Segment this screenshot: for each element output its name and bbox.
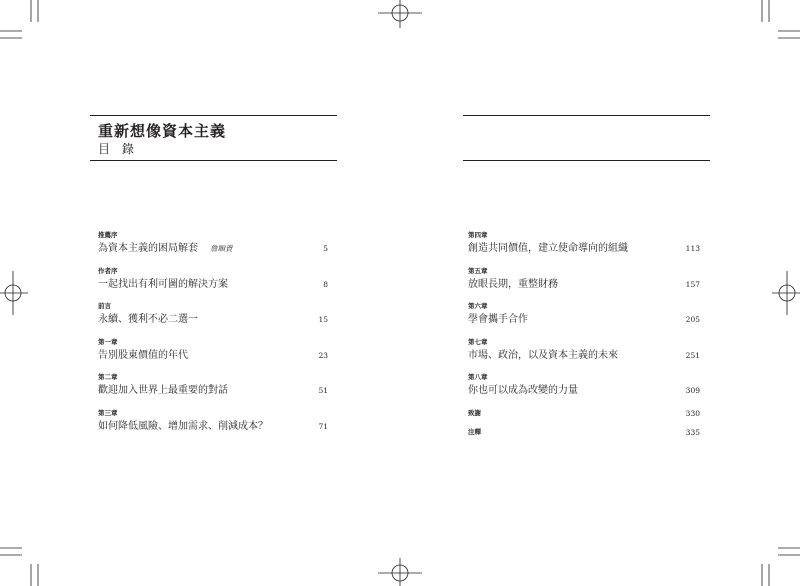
page-number: 330 — [685, 408, 700, 418]
entry-title: 如何降低風險、增加需求、削減成本？ — [98, 420, 268, 432]
section-label: 注釋 — [468, 427, 481, 436]
page-number: 113 — [685, 244, 700, 253]
entry-title: 市場、政治，以及資本主義的未來 — [468, 349, 618, 361]
toc-entry[interactable] — [98, 338, 328, 374]
toc-entry[interactable] — [468, 373, 700, 409]
toc-heading: 目 錄 — [98, 142, 138, 156]
entry-title: 一起找出有利可圖的解決方案 — [98, 278, 228, 290]
toc-entry[interactable] — [468, 267, 700, 303]
section-label: 作者序 — [98, 266, 118, 275]
page-number: 71 — [318, 421, 328, 431]
entry-title: 告別股東價值的年代 — [98, 349, 188, 361]
page-number: 251 — [685, 350, 700, 360]
page-number: 205 — [685, 315, 700, 324]
section-label: 致謝 — [468, 408, 481, 417]
toc-entry[interactable] — [98, 267, 328, 303]
page-number: 23 — [318, 350, 328, 360]
toc-entry[interactable] — [468, 428, 700, 447]
entry-title: 永續、獲利不必二選一 — [98, 314, 198, 325]
page-number: 335 — [685, 427, 700, 437]
section-label: 推薦序 — [98, 231, 118, 239]
page-number: 5 — [323, 244, 328, 253]
toc-entry[interactable] — [468, 409, 700, 428]
page-number: 157 — [685, 279, 700, 289]
entry-title: 歡迎加入世界上最重要的對話 — [98, 385, 228, 396]
toc-entry[interactable] — [98, 409, 328, 445]
section-label: 第八章 — [468, 373, 488, 381]
heading-rule — [90, 160, 337, 161]
section-label: 第一章 — [98, 337, 118, 346]
toc-entry[interactable] — [98, 231, 328, 267]
section-label: 第二章 — [98, 373, 118, 381]
toc-entry[interactable] — [468, 338, 700, 374]
heading-rule — [463, 160, 710, 161]
section-label: 第三章 — [98, 408, 118, 417]
toc-list-left — [98, 231, 328, 444]
entry-title — [98, 242, 233, 255]
page-number: 309 — [685, 386, 700, 395]
toc-entry[interactable] — [468, 231, 700, 267]
top-rule — [463, 115, 710, 116]
entry-author: 詹順貴 — [210, 244, 233, 253]
entry-title: 學會攜手合作 — [468, 314, 528, 325]
page-number: 51 — [318, 386, 328, 395]
entry-title: 放眼長期，重整財務 — [468, 278, 558, 290]
toc-entry[interactable] — [98, 302, 328, 338]
book-title: 重新想像資本主義 — [98, 122, 227, 140]
page-number: 8 — [323, 279, 328, 289]
section-label: 第七章 — [468, 337, 488, 346]
toc-list-right — [468, 231, 700, 447]
top-rule — [90, 115, 337, 116]
section-label: 第五章 — [468, 266, 488, 275]
section-label: 第四章 — [468, 231, 488, 239]
entry-title-text: 為資本主義的困局解套 — [98, 243, 198, 254]
toc-entry[interactable] — [98, 373, 328, 409]
section-label: 前言 — [98, 302, 111, 310]
section-label: 第六章 — [468, 302, 488, 310]
toc-entry[interactable] — [468, 302, 700, 338]
entry-title: 你也可以成為改變的力量 — [468, 385, 578, 396]
page-number: 15 — [318, 315, 328, 324]
entry-title: 創造共同價值，建立使命導向的組織 — [468, 243, 628, 254]
right-page — [400, 0, 800, 586]
